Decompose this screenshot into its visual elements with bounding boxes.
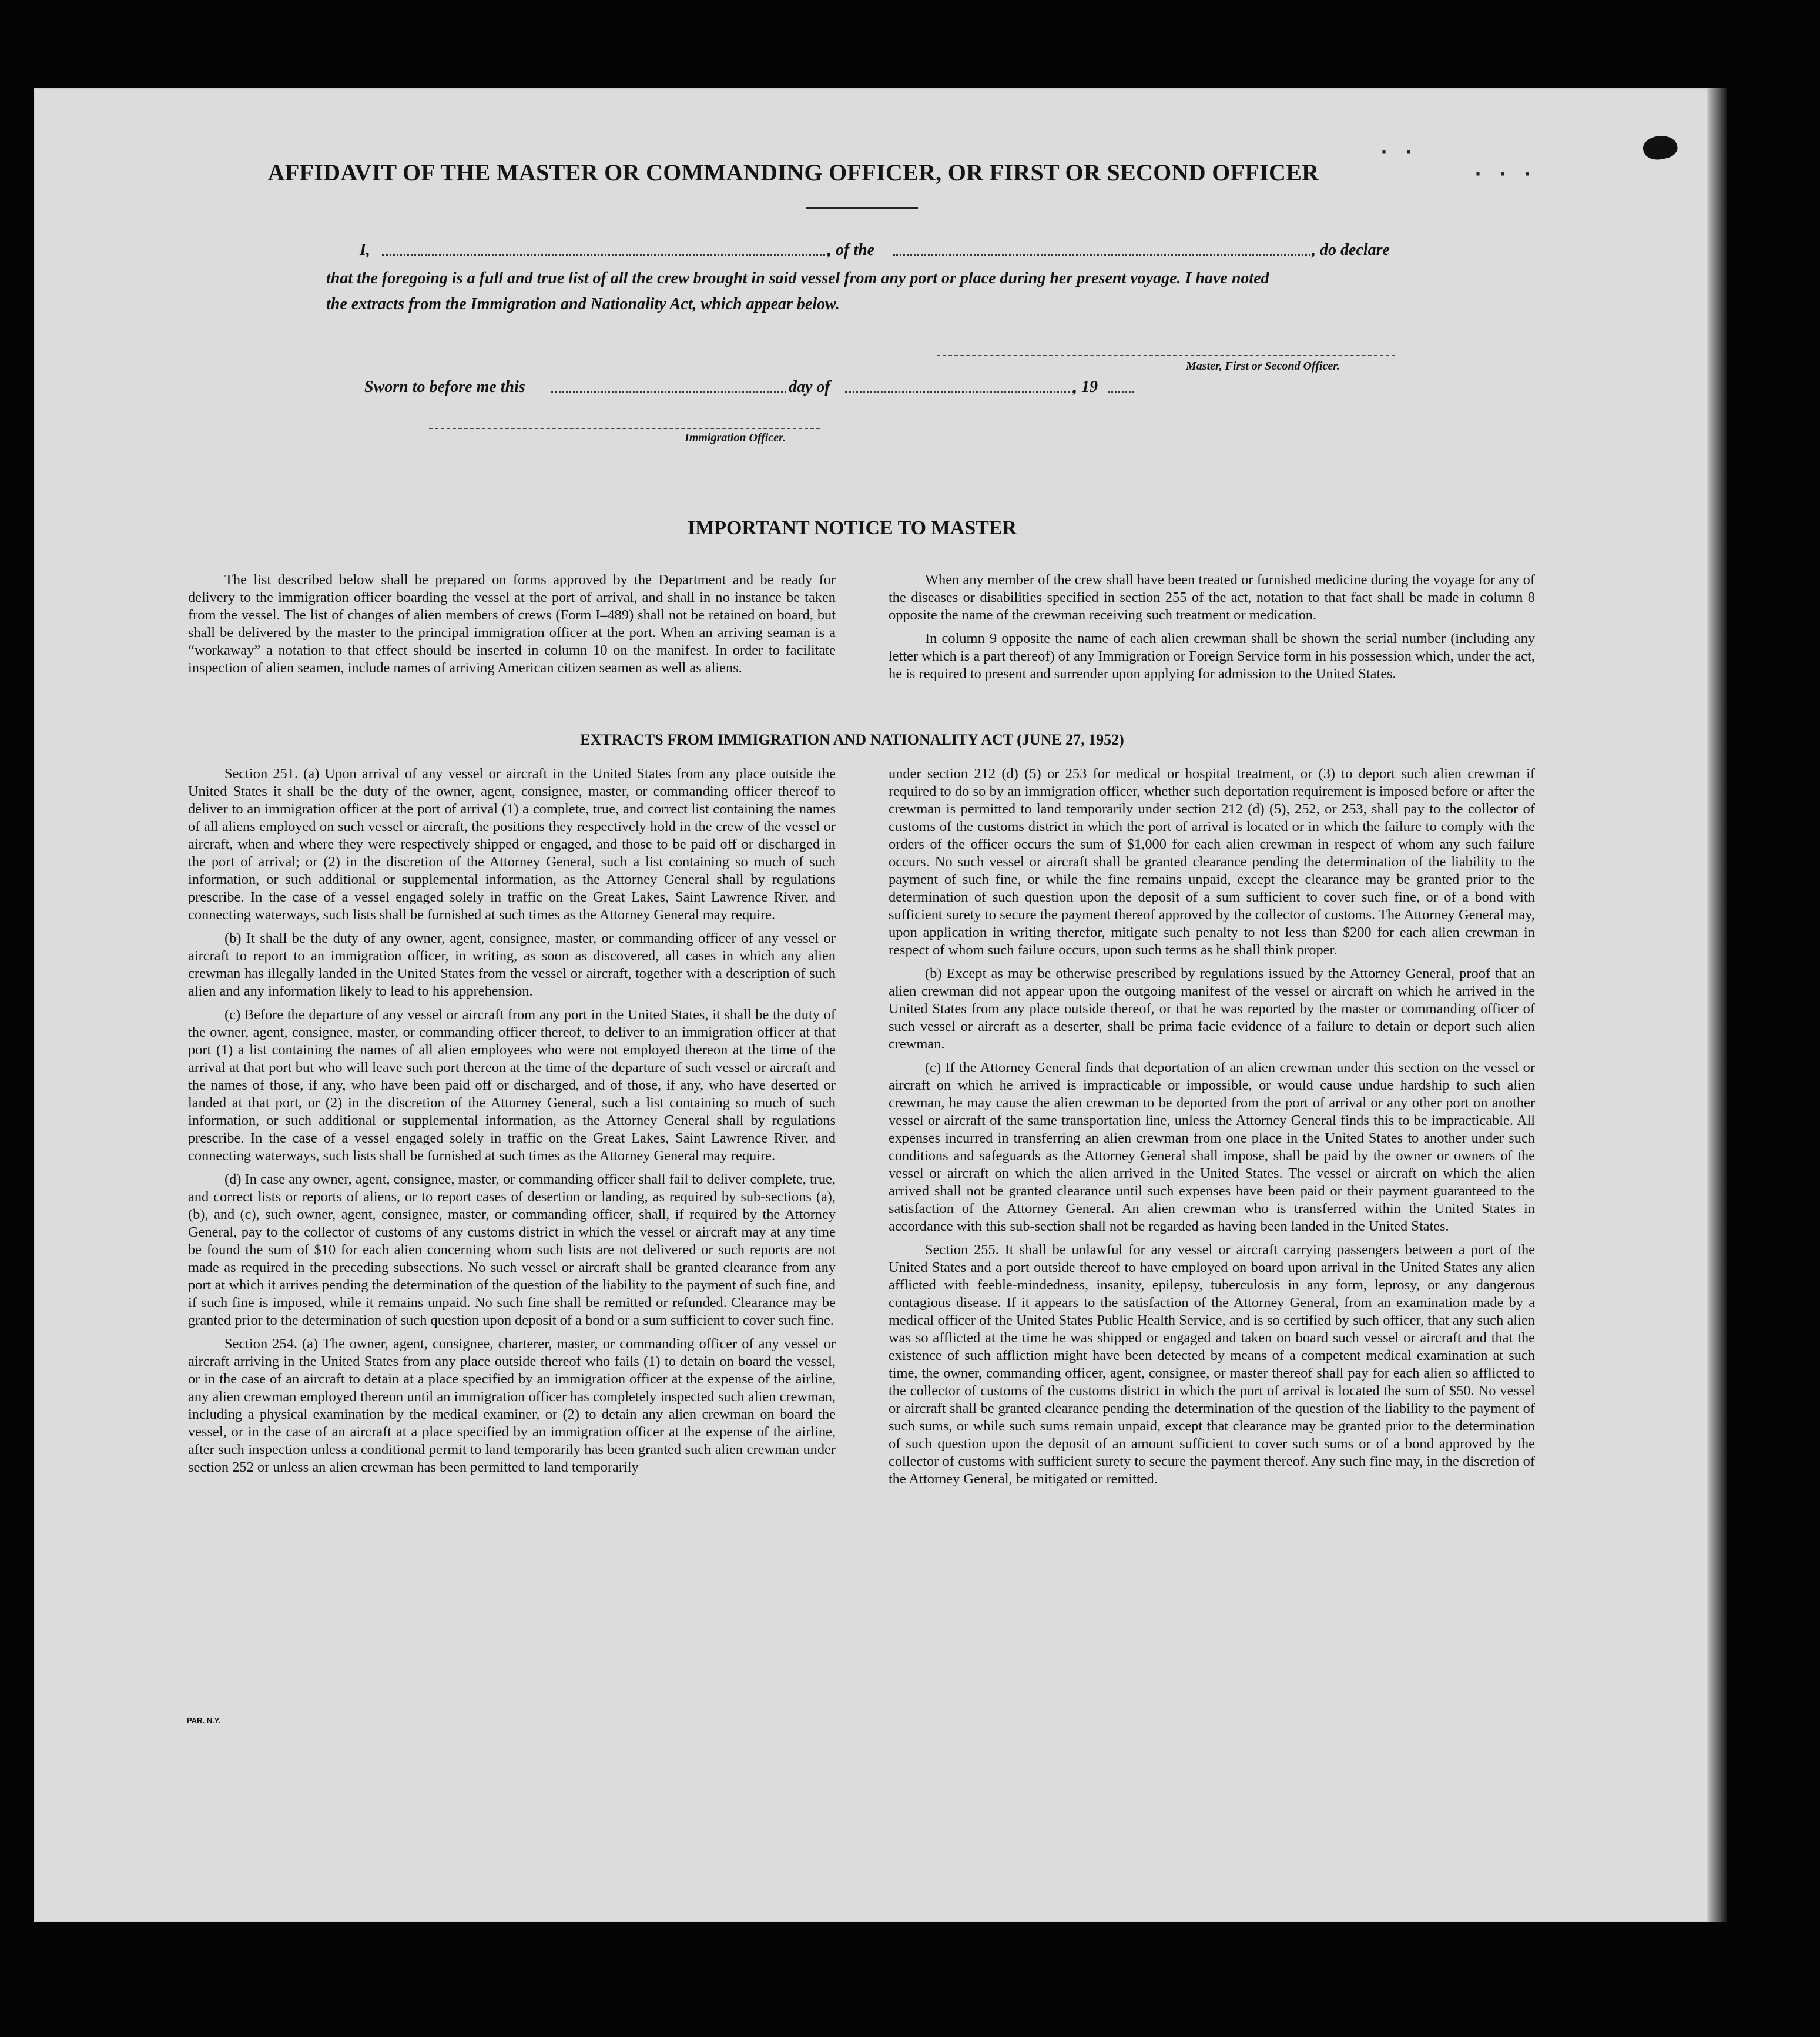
- section-254a-start: Section 254. (a) The owner, agent, consignee, charterer, master, or commanding officer of any vessel or aircraft arriving in the United States from any place outside thereof who fails (1) to detain on board the vessel, or in the case of an aircraft to detain at a place specified by an immigration officer at the expense of the airline, any alien crewman employed thereon until an immigration officer has completely inspected such alien crewman, including a physical examination by the medical examiner, or (2) to detain any alien crewman on board the vessel, or in the case of an aircraft at a place specified by an immigration officer at the expense of the airline, after such inspection unless a conditional permit to land temporarily has been granted such alien crewman under section 252 or unless an alien crewman has been permitted to land temporarily: [188, 1336, 836, 1475]
- notice-left-column: [188, 571, 836, 683]
- master-signature-label: Master, First or Second Officer.: [1186, 360, 1340, 373]
- extracts-right-column: [889, 765, 1535, 1494]
- section-251c: (c) Before the departure of any vessel or aircraft from any port in the United States, it shall be the duty of the owner, agent, consignee, master, or commanding officer thereof, to deliver to an immigration officer at that port (1) a list containing the names of all alien employees who were not employed thereon at the time of the arrival at that port but who will leave such port thereon at the time of the departure of such vessel or aircraft and the names of those, if any, who have been paid off or discharged, and of those, if any, who have deserted or landed at that port, or (2) in the discretion of the Attorney General, such a list containing so much of such information, or such additional or supplemental information, as the Attorney General shall by regulations prescribe. In the case of a vessel engaged solely in traffic on the Great Lakes, Saint Lawrence River, and connecting waterways, such lists shall be furnished at such times as the Attorney General may require.: [188, 1007, 836, 1164]
- printer-mark: PAR. N.Y.: [187, 1716, 221, 1725]
- section-251b: (b) It shall be the duty of any owner, agent, consignee, master, or commanding officer of any vessel or aircraft to report to an immigration officer, in writing, as soon as discovered, all cases in which any alien crewman has illegally landed in the United States from the vessel or aircraft, together with a description of such alien and any information likely to lead to his apprehension.: [188, 930, 836, 999]
- year-blank[interactable]: [1108, 391, 1134, 393]
- speck-marks: · · ·: [1475, 162, 1531, 186]
- section-251a: Section 251. (a) Upon arrival of any vessel or aircraft in the United States from any place outside the United States it shall be the duty of the owner, agent, consignee, master, or commanding officer thereof to deliver to an immigration officer at the port of arrival (1) a complete, true, and correct list containing the names of all aliens employed on such vessel or aircraft, the positions they respectively hold in the crew of the vessel or aircraft, when and where they were respectively shipped or engaged, and those to be paid off or discharged in the port of arrival; or (2) in the discretion of the Attorney General, such a list containing so much of such information, or such additional or supplemental information, as the Attorney General shall by regulations prescribe. In the case of a vessel engaged solely in traffic on the Great Lakes, Saint Lawrence River, and connecting waterways, such lists shall be furnished at such times as the Attorney General may require.: [188, 766, 836, 923]
- officer-signature-label: Immigration Officer.: [685, 431, 786, 444]
- notice-left-paragraph: The list described below shall be prepared on forms approved by the Department and be ready for delivery to the immigration officer boarding the vessel at the port of arrival, and shall in no instance be taken from the vessel. The list of changes of alien members of crews (Form I–489) shall not be retained on board, but shall be delivered by the master to the principal immigration officer at the port. When an arriving seaman is a “workaway” a notation to that effect should be inserted in column 10 on the manifest. In order to facilitate inspection of alien seamen, include names of arriving American citizen seamen as well as aliens.: [188, 572, 836, 676]
- title-underline: [806, 207, 918, 209]
- notice-title: IMPORTANT NOTICE TO MASTER: [687, 517, 1017, 539]
- declaration-i: I,: [360, 241, 370, 259]
- sworn-day-blank[interactable]: [551, 391, 786, 393]
- declaration-do-declare: , do declare: [1312, 241, 1390, 259]
- page-edge-shadow: [1708, 88, 1727, 1922]
- officer-signature-line[interactable]: [429, 428, 820, 429]
- year-prefix: , 19: [1073, 378, 1098, 396]
- extracts-title: EXTRACTS FROM IMMIGRATION AND NATIONALITY ACT (JUNE 27, 1952): [580, 731, 1124, 748]
- speck-marks: · ·: [1381, 140, 1413, 164]
- notice-right-paragraph-2: In column 9 opposite the name of each alien crewman shall be shown the serial number (including any letter which is a part thereof) of any Immigration or Foreign Service form in his possession which, under the act, he is required to present and surrender upon applying for admission to the United States.: [889, 631, 1535, 682]
- notice-right-paragraph-1: When any member of the crew shall have been treated or furnished medicine during the voyage for any of the diseases or disabilities specified in section 255 of the act, notation to that fact shall be made in column 8 opposite the name of the crewman receiving such treatment or medication.: [889, 572, 1535, 623]
- declaration-statement-2: the extracts from the Immigration and Nationality Act, which appear below.: [326, 295, 840, 313]
- sworn-month-blank[interactable]: [845, 391, 1074, 393]
- name-blank-line[interactable]: [382, 254, 829, 256]
- day-of-text: day of: [789, 378, 830, 396]
- declaration-of-the: , of the: [827, 241, 875, 259]
- section-254a-continued: under section 212 (d) (5) or 253 for medical or hospital treatment, or (3) to deport such alien crewman if required to do so by an immigration officer, whether such deportation requirement is imposed before or after the crewman is permitted to land temporarily under section 212 (d) (5), 252, or 253, shall pay to the collector of customs of the customs district in which the port of arrival is located or in which the failure to comply with the orders of the officer occurs the sum of $1,000 for each alien crewman in respect of whom any such failure occurs. No such vessel or aircraft shall be granted clearance pending the determination of the liability to the payment of such fine, or while the fine remains unpaid, except the clearance may be granted prior to the determination of such question upon the deposit of a sum sufficient to cover such fine, or of a bond with sufficient surety to secure the payment thereof approved by the collector of customs. The Attorney General may, upon application in writing therefor, mitigate such penalty to not less than $200 for each alien crewman in respect of whom such failure occurs, upon such terms as he shall think proper.: [889, 766, 1535, 958]
- vessel-blank-line[interactable]: [893, 254, 1313, 256]
- extracts-left-column: [188, 765, 836, 1482]
- declaration-statement-1: that the foregoing is a full and true list of all the crew brought in said vessel from any port or place during her present voyage. I have noted: [326, 269, 1269, 287]
- section-251d: (d) In case any owner, agent, consignee, master, or commanding officer shall fail to deliver complete, true, and correct lists or reports of aliens, or to report cases of desertion or landing, as required by sub-sections (a), (b), and (c), such owner, agent, consignee, master, or commanding officer, shall, if required by the Attorney General, pay to the collector of customs of any customs district in which the vessel or aircraft may at any time be found the sum of $10 for each alien concerning whom such lists are not delivered or such reports are not made as required in the preceding subsections. No such vessel or aircraft shall be granted clearance from any port at which it arrives pending the determination of the question of the liability to the payment of such fine, and if such fine is imposed, while it remains unpaid. No such fine shall be remitted or refunded. Clearance may be granted prior to the determination of such question upon deposit of a bond or a sum sufficient to cover such fine.: [188, 1171, 836, 1328]
- section-254c: (c) If the Attorney General finds that deportation of an alien crewman under this section on the vessel or aircraft on which he arrived is impracticable or impossible, or would cause undue hardship to such alien crewman, he may cause the alien crewman to be deported from the port of arrival or any other port on another vessel or aircraft of the same transportation line, unless the Attorney General finds this to be impracticable. All expenses incurred in transferring an alien crewman from one place in the United States to another under such conditions and safeguards as the Attorney General shall impose, shall be paid by the owner or owners of the vessel or aircraft on which the alien arrived in the United States. The vessel or aircraft on which the alien arrived shall not be granted clearance until such expenses have been paid or their payment guaranteed to the satisfaction of the Attorney General. An alien crewman who is transferred within the United States in accordance with this sub-section shall not be regarded as having been landed in the United States.: [889, 1060, 1535, 1234]
- section-254b: (b) Except as may be otherwise prescribed by regulations issued by the Attorney General, proof that an alien crewman did not appear upon the outgoing manifest of the vessel or aircraft on which he arrived in the United States from any place outside thereof, or that he was reported by the master or commanding officer of such vessel or aircraft as a deserter, shall be prima facie evidence of a failure to detain or deport such alien crewman.: [889, 966, 1535, 1052]
- sworn-text: Sworn to before me this: [364, 378, 525, 396]
- notice-right-column: [889, 571, 1535, 689]
- section-255: Section 255. It shall be unlawful for any vessel or aircraft carrying passengers between a port of the United States and a port outside thereof to have employed on board upon arrival in the United States any alien afflicted with feeble-mindedness, insanity, epilepsy, tuberculosis in any form, leprosy, or any dangerous contagious disease. If it appears to the satisfaction of the Attorney General, from an examination made by a medical officer of the United States Public Health Service, and is so certified by such officer, that any such alien was so afflicted at the time he was shipped or engaged and taken on board such vessel or aircraft and that the existence of such affliction might have been detected by means of a competent medical examination at such time, the owner, commanding officer, agent, consignee, or master thereof shall pay for each alien so afflicted to the collector of customs of the customs district in which the port of arrival is located the sum of $50. No vessel or aircraft shall be granted clearance pending the determination of the question of the liability to the payment of such sums, or while such sums remain unpaid, except that clearance may be granted prior to the determination of such question upon the deposit of an amount sufficient to cover such sums or of a bond approved by the collector of customs with sufficient surety to secure the payment thereof. Any such fine may, in the discretion of the Attorney General, be mitigated or remitted.: [889, 1242, 1535, 1487]
- master-signature-line[interactable]: [937, 355, 1395, 356]
- affidavit-title: AFFIDAVIT OF THE MASTER OR COMMANDING OFFICER, OR FIRST OR SECOND OFFICER: [267, 159, 1319, 186]
